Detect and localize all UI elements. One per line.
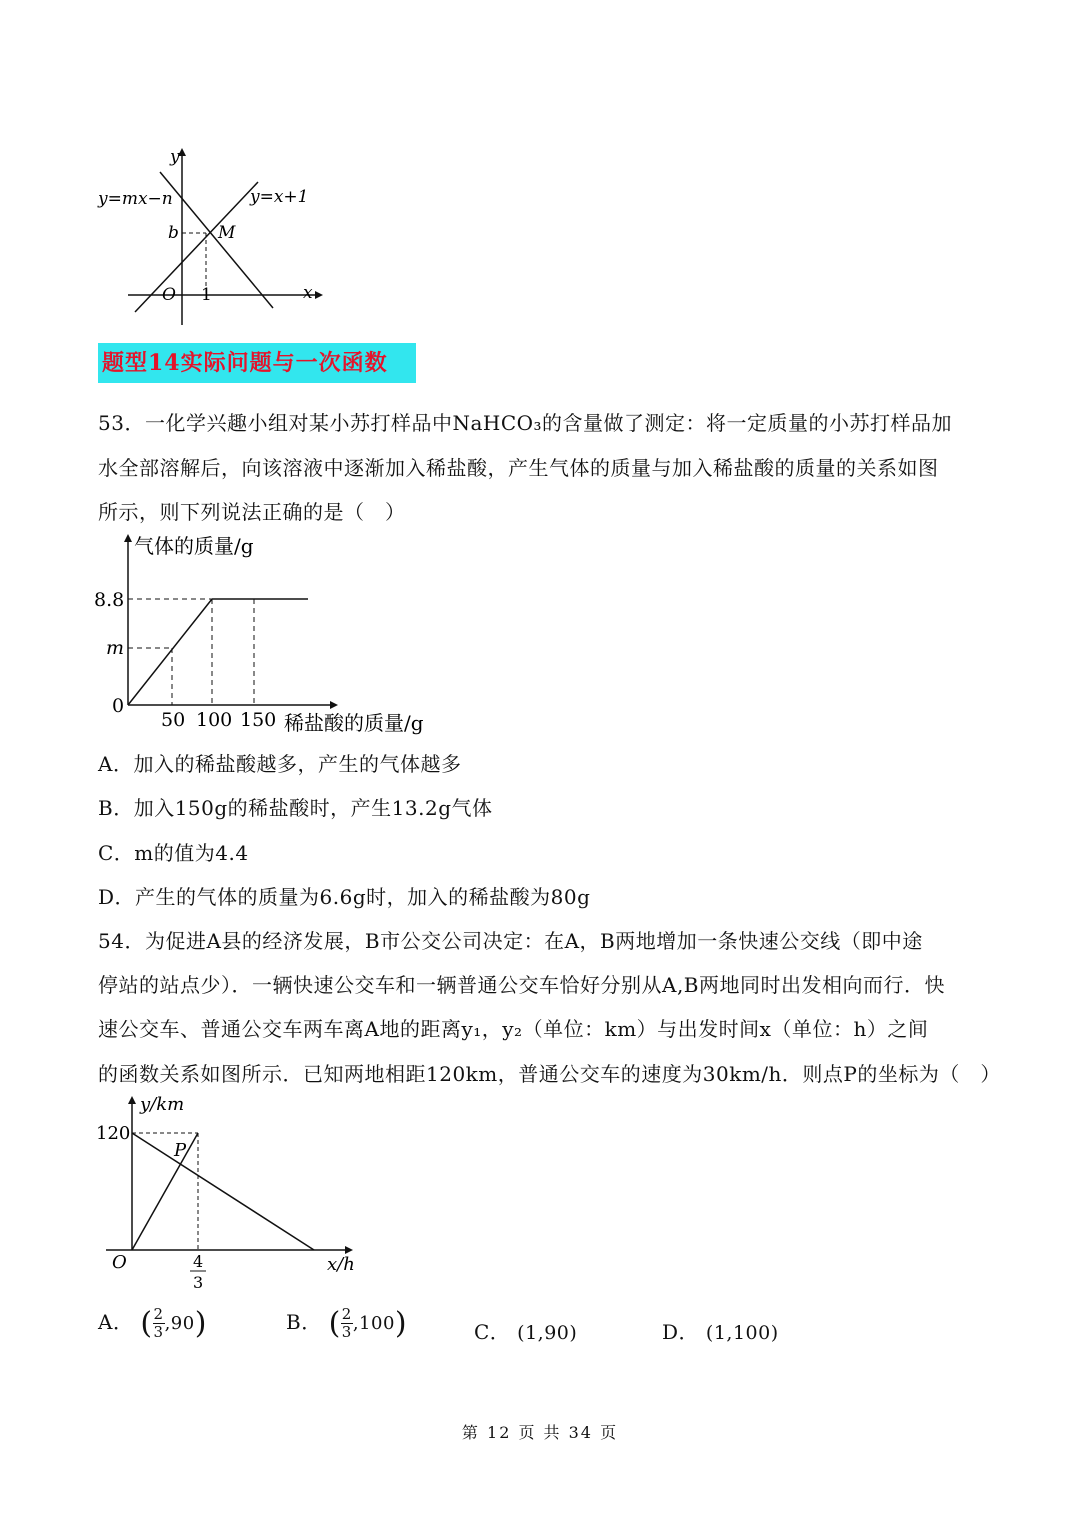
q54-option-a-label: A． (98, 1310, 134, 1334)
q53-option-a[interactable]: A．加入的稀盐酸越多，产生的气体越多 (98, 752, 462, 776)
y-tick-8-8: 8.8 (94, 589, 125, 611)
q54-option-d-label: D． (662, 1320, 700, 1344)
m-point-label: M (218, 223, 236, 243)
y-axis-label-text: y/km (140, 1094, 185, 1115)
line-label-mx-n: y=mx−n (98, 189, 173, 209)
y-axis-label: 气体的质量/g (134, 534, 254, 558)
q54-option-b-fraction: $\frac{2}{3}$ (341, 1305, 352, 1341)
q54-option-d[interactable] (662, 1316, 779, 1345)
x-axis-label: 稀盐酸的质量/g (284, 711, 424, 735)
q53-option-c[interactable]: C．m的值为4.4 (98, 841, 249, 865)
q54-option-d-value: (1,100) (705, 1322, 779, 1344)
q54-option-a-fraction: $\frac{2}{3}$ (153, 1305, 164, 1341)
q53-line-3: 所示，则下列说法正确的是（ ） (98, 500, 406, 524)
normal-bus-line (132, 1133, 314, 1250)
y-axis-label (139, 1094, 184, 1115)
q54-option-b-value: ,100 (352, 1313, 395, 1334)
origin-label: O (162, 285, 176, 305)
origin-label: O (112, 1252, 127, 1273)
q54-line-4: 的函数关系如图所示．已知两地相距120km，普通公交车的速度为30km/h．则点P的坐标为（ ） (98, 1062, 1001, 1086)
q54-option-c[interactable] (474, 1316, 577, 1345)
x-tick-denominator: 3 (193, 1273, 204, 1292)
b-label: b (168, 223, 179, 243)
q54-option-c-label: C． (474, 1320, 511, 1344)
y-tick-m: m (106, 637, 125, 659)
q54-line-1: 54．为促进A县的经济发展，B市公交公司决定：在A，B两地增加一条快速公交线（即中途 (98, 929, 923, 953)
q54-option-c-value: (1,90) (517, 1322, 578, 1344)
q54-option-b-label: B． (286, 1310, 322, 1334)
q54-option-b[interactable]: B． ( $\frac{2}{3}$ ,100) (286, 1305, 408, 1341)
chart-gas-mass (90, 528, 460, 738)
q53-option-b[interactable]: B．加入150g的稀盐酸时，产生13.2g气体 (98, 796, 493, 820)
chart-bus-distance (90, 1090, 370, 1300)
y-tick-120: 120 (96, 1123, 131, 1144)
x-tick-100: 100 (196, 709, 233, 731)
page-footer: 第 12 页 共 34 页 (461, 1423, 619, 1442)
q54-option-a-value: ,90 (164, 1313, 195, 1334)
rising-segment (128, 599, 212, 705)
q53-line-2: 水全部溶解后，向该溶液中逐渐加入稀盐酸，产生气体的质量与加入稀盐酸的质量的关系如图 (98, 456, 939, 480)
q54-line-3: 速公交车、普通公交车两车离A地的距离y₁，y₂（单位：km）与出发时间x（单位：h）之间 (98, 1017, 929, 1041)
origin-label: 0 (112, 695, 125, 717)
p-point-label: P (174, 1140, 187, 1161)
y-axis-label: y (170, 147, 180, 167)
x-tick-50: 50 (161, 709, 186, 731)
q54-option-a[interactable]: A． ( $\frac{2}{3}$ ,90) (98, 1305, 207, 1341)
x-axis-label: x (303, 283, 313, 303)
q53-option-d[interactable]: D．产生的气体的质量为6.6g时，加入的稀盐酸为80g (98, 885, 591, 909)
x-tick-1: 1 (201, 285, 212, 305)
line-label-x-plus-1: y=x+1 (250, 187, 309, 207)
fast-bus-line (132, 1133, 198, 1250)
x-tick-150: 150 (240, 709, 277, 731)
q53-line-1: 53．一化学兴趣小组对某小苏打样品中NaHCO₃的含量做了测定：将一定质量的小苏打样品加 (98, 411, 953, 435)
x-tick-numerator: 4 (193, 1252, 204, 1271)
x-axis-label: x/h (327, 1254, 355, 1275)
section-title: 题型14实际问题与一次函数 (98, 343, 416, 383)
q54-line-2: 停站的站点少）．一辆快速公交车和一辆普通公交车恰好分别从A,B两地同时出发相向而行．快 (98, 973, 945, 997)
figure-intersecting-lines (90, 140, 330, 330)
